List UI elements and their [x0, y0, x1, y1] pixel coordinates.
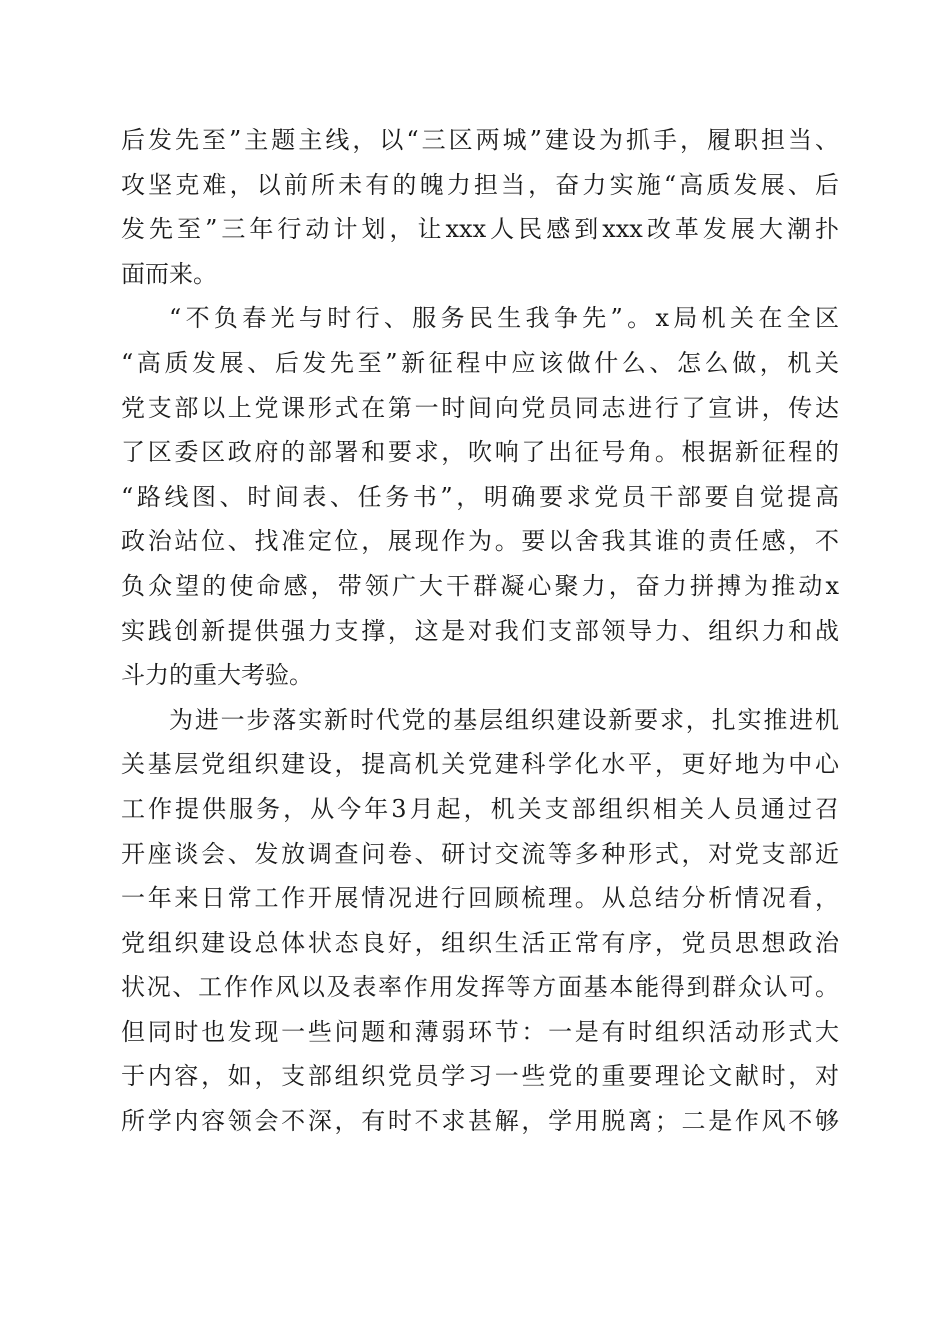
text-line: “路线图、时间表、任务书”，明确要求党员干部要自觉提高 — [121, 482, 839, 511]
text-line: 面而来。 — [121, 259, 217, 288]
text-line: 负众望的使命感，带领广大干群凝心聚力，奋力拼搏为推动x — [121, 571, 839, 600]
text-line: 但同时也发现一些问题和薄弱环节：一是有时组织活动形式大 — [121, 1017, 839, 1046]
text-line: 开座谈会、发放调查问卷、研讨交流等多种形式，对党支部近 — [121, 839, 839, 868]
text-line: 关基层党组织建设，提高机关党建科学化水平，更好地为中心 — [121, 750, 839, 779]
text-line: 一年来日常工作开展情况进行回顾梳理。从总结分析情况看， — [121, 884, 839, 913]
text-line: 发先至”三年行动计划，让xxx人民感到xxx改革发展大潮扑 — [121, 215, 839, 244]
text-line: 工作提供服务，从今年3月起，机关支部组织相关人员通过召 — [121, 794, 839, 823]
text-line: 党支部以上党课形式在第一时间向党员同志进行了宣讲，传达 — [121, 393, 839, 422]
text-line: 为进一步落实新时代党的基层组织建设新要求，扎实推进机 — [169, 705, 839, 734]
text-line: 于内容，如，支部组织党员学习一些党的重要理论文献时，对 — [121, 1062, 839, 1091]
text-line: 攻坚克难，以前所未有的魄力担当，奋力实施“高质发展、后 — [121, 170, 839, 199]
text-line: “高质发展、后发先至”新征程中应该做什么、怎么做，机关 — [121, 348, 839, 377]
text-line: “不负春光与时行、服务民生我争先”。x局机关在全区 — [169, 304, 839, 333]
paragraph-2 — [121, 296, 839, 697]
text-line: 所学内容领会不深，有时不求甚解，学用脱离；二是作风不够 — [121, 1107, 839, 1136]
text-line: 实践创新提供强力支撑，这是对我们支部领导力、组织力和战 — [121, 616, 839, 645]
paragraph-1 — [121, 118, 839, 296]
paragraph-3 — [121, 698, 839, 1144]
text-line: 状况、工作作风以及表率作用发挥等方面基本能得到群众认可。 — [121, 973, 839, 1002]
text-line: 后发先至”主题主线，以“三区两城”建设为抓手，履职担当、 — [121, 126, 839, 154]
text-line: 了区委区政府的部署和要求，吹响了出征号角。根据新征程的 — [121, 438, 839, 467]
text-line: 斗力的重大考验。 — [121, 661, 313, 690]
text-line: 政治站位、找准定位，展现作为。要以舍我其谁的责任感，不 — [121, 527, 839, 556]
document-body — [121, 118, 839, 1144]
text-line: 党组织建设总体状态良好，组织生活正常有序，党员思想政治 — [121, 928, 839, 957]
